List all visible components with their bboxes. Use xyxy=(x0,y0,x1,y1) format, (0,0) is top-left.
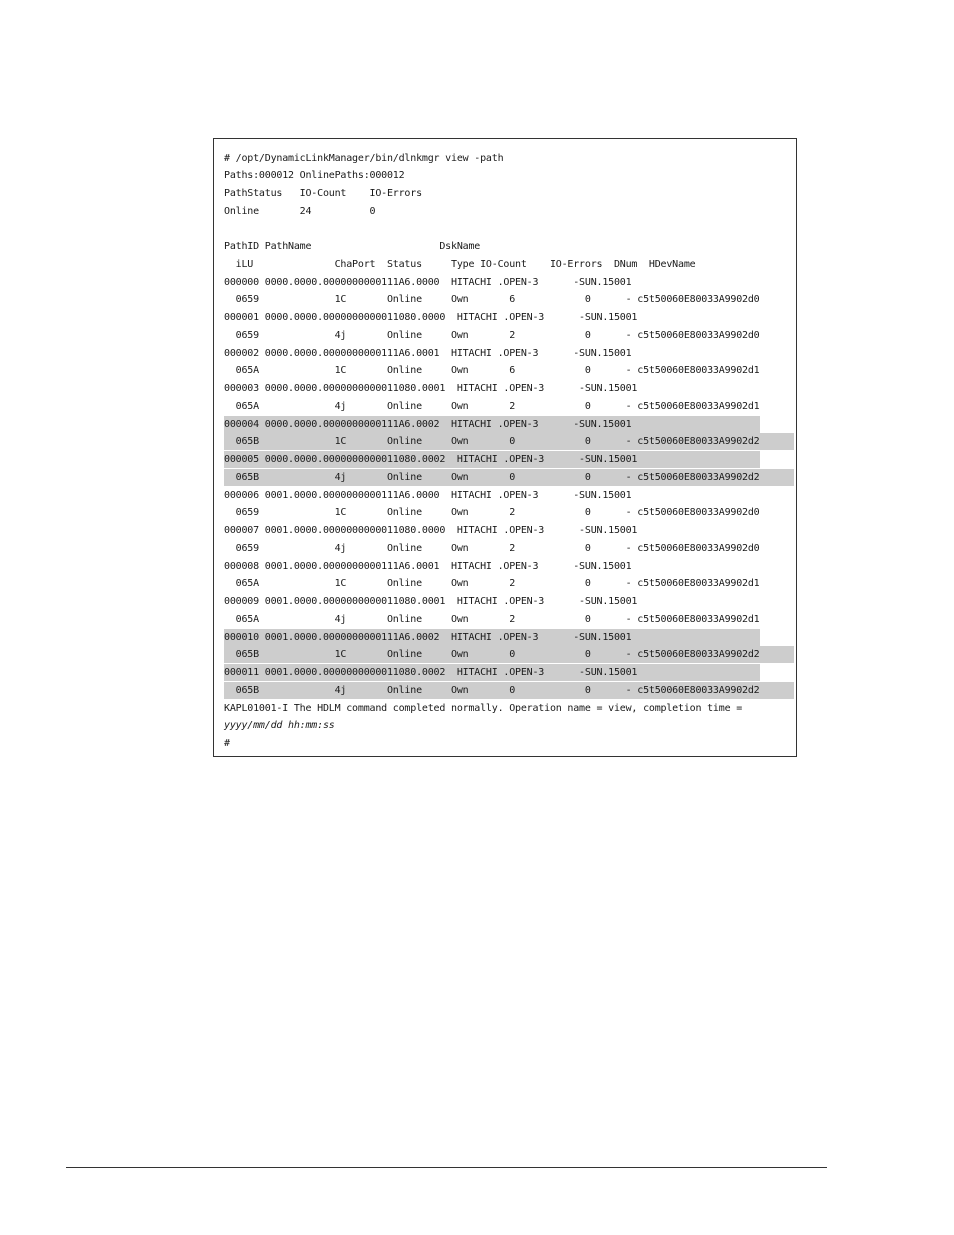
path-row: 000002 0000.0000.0000000000111A6.0001 HITACHI .OPEN-3 -SUN.15001 xyxy=(224,348,632,359)
path-row: 000003 0000.0000.0000000000011080.0001 HITACHI .OPEN-3 -SUN.15001 xyxy=(224,383,638,394)
highlighted-path-row: 000010 0001.0000.0000000000111A6.0002 HITACHI .OPEN-3 -SUN.15001 xyxy=(224,629,760,646)
highlighted-path-row: 000005 0000.0000.0000000000011080.0002 HITACHI .OPEN-3 -SUN.15001 xyxy=(224,451,760,468)
path-detail-row: 0659 4j Online Own 2 0 - c5t50060E80033A9902d0 xyxy=(224,330,760,341)
footer-rule xyxy=(66,1167,827,1168)
path-detail-row: 0659 4j Online Own 2 0 - c5t50060E80033A9902d0 xyxy=(224,543,760,554)
column-header-1: PathID PathName DskName xyxy=(224,241,481,252)
path-row: 000006 0001.0000.0000000000111A6.0000 HITACHI .OPEN-3 -SUN.15001 xyxy=(224,490,632,501)
status-header: PathStatus IO-Count IO-Errors xyxy=(224,188,422,199)
highlighted-path-detail-row: 065B 1C Online Own 0 0 - c5t50060E80033A9902d2 xyxy=(224,433,794,450)
path-detail-row: 065A 1C Online Own 6 0 - c5t50060E80033A9902d1 xyxy=(224,365,760,376)
completion-message: KAPL01001-I The HDLM command completed normally. Operation name = view, completion time = xyxy=(224,703,743,714)
highlighted-path-detail-row: 065B 4j Online Own 0 0 - c5t50060E80033A9902d2 xyxy=(224,469,794,486)
highlighted-path-row: 000004 0000.0000.0000000000111A6.0002 HITACHI .OPEN-3 -SUN.15001 xyxy=(224,416,760,433)
command-line: # /opt/DynamicLinkManager/bin/dlnkmgr view -path xyxy=(224,153,504,164)
path-row: 000009 0001.0000.0000000000011080.0001 HITACHI .OPEN-3 -SUN.15001 xyxy=(224,596,638,607)
path-row: 000000 0000.0000.0000000000111A6.0000 HITACHI .OPEN-3 -SUN.15001 xyxy=(224,277,632,288)
path-detail-row: 0659 1C Online Own 2 0 - c5t50060E80033A9902d0 xyxy=(224,507,760,518)
shell-prompt: # xyxy=(224,738,230,749)
paths-summary: Paths:000012 OnlinePaths:000012 xyxy=(224,170,405,181)
completion-time: yyyy/mm/dd hh:mm:ss xyxy=(224,720,335,731)
path-row: 000007 0001.0000.0000000000011080.0000 HITACHI .OPEN-3 -SUN.15001 xyxy=(224,525,638,536)
status-values: Online 24 0 xyxy=(224,206,376,217)
path-detail-row: 065A 1C Online Own 2 0 - c5t50060E80033A9902d1 xyxy=(224,578,760,589)
path-row: 000001 0000.0000.0000000000011080.0000 HITACHI .OPEN-3 -SUN.15001 xyxy=(224,312,638,323)
path-row: 000008 0001.0000.0000000000111A6.0001 HITACHI .OPEN-3 -SUN.15001 xyxy=(224,561,632,572)
highlighted-path-row: 000011 0001.0000.0000000000011080.0002 HITACHI .OPEN-3 -SUN.15001 xyxy=(224,664,760,681)
path-detail-row: 0659 1C Online Own 6 0 - c5t50060E80033A9902d0 xyxy=(224,294,760,305)
highlighted-path-detail-row: 065B 4j Online Own 0 0 - c5t50060E80033A9902d2 xyxy=(224,682,794,699)
highlighted-path-detail-row: 065B 1C Online Own 0 0 - c5t50060E80033A9902d2 xyxy=(224,646,794,663)
path-detail-row: 065A 4j Online Own 2 0 - c5t50060E80033A9902d1 xyxy=(224,401,760,412)
path-detail-row: 065A 4j Online Own 2 0 - c5t50060E80033A9902d1 xyxy=(224,614,760,625)
terminal-output xyxy=(213,138,797,757)
column-header-2: iLU ChaPort Status Type IO-Count IO-Errors DNum HDevName xyxy=(224,259,696,270)
